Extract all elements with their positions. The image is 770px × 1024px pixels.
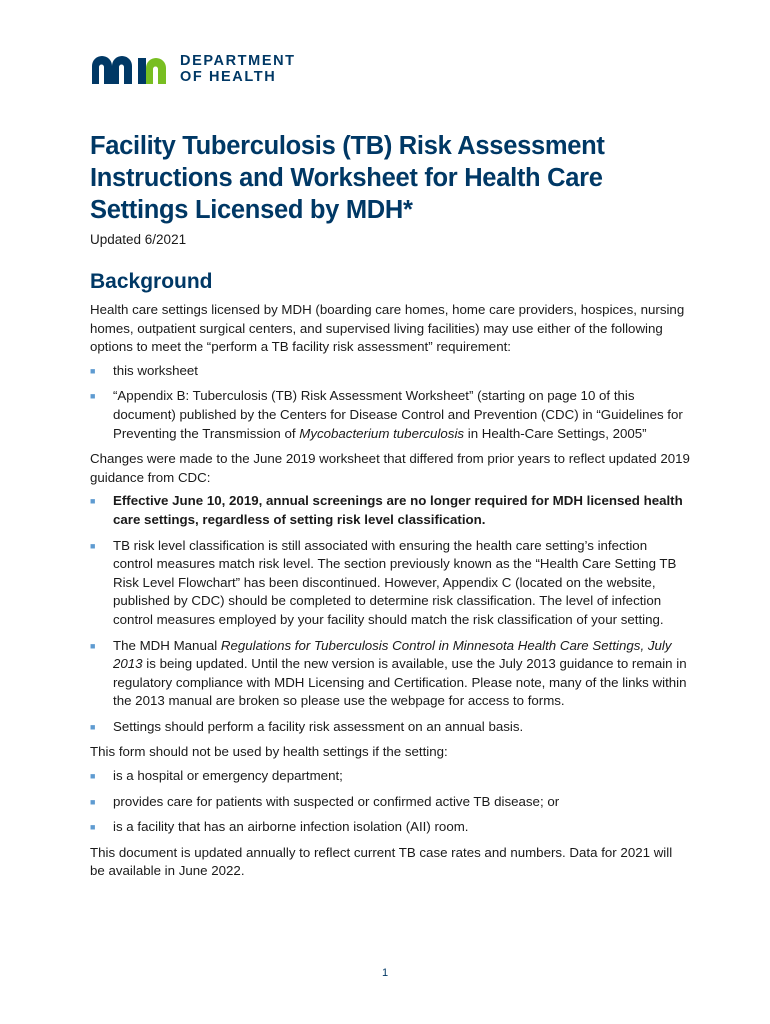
changes-intro: Changes were made to the June 2019 worksheet that differed from prior years to reflect updated 2019 guidance from CDC: [90, 451, 690, 485]
options-list [90, 362, 690, 443]
not-used-list [90, 767, 690, 837]
logo-line-2: OF HEALTH [180, 69, 277, 85]
change-text-2: TB risk level classification is still associated with ensuring the health care setting’s infection control measures match risk level. The section previously known as the “Health Care Setting TB Risk Level Flowchart” has been discontinued. However, Appendix C (located on the website, published by CDC) should be completed to determine risk classification. The level of infection control measures employed by your facility should match the risk classification of your setting. [113, 537, 677, 627]
change-text-4: Settings should perform a facility risk assessment on an annual basis. [113, 718, 524, 734]
logo-line-1: DEPARTMENT [180, 53, 296, 69]
list-item [90, 387, 690, 443]
list-item [90, 793, 690, 812]
option-text-2b: in Health-Care Settings, 2005” [464, 425, 647, 441]
section-heading-background: Background [90, 270, 213, 293]
list-item [90, 362, 690, 381]
not-used-text-3: is a facility that has an airborne infection isolation (AII) room. [113, 819, 469, 835]
not-used-text-2: provides care for patients with suspected or confirmed active TB disease; or [113, 793, 560, 809]
option-text-2-italic: Mycobacterium tuberculosis [299, 425, 465, 441]
mn-logo-icon [90, 52, 168, 86]
option-text-1: this worksheet [113, 362, 198, 378]
list-item [90, 492, 690, 529]
mdh-logo [90, 52, 296, 86]
bullet-icon: ■ [90, 771, 96, 782]
change-text-3b: is being updated. Until the new version is available, use the July 2013 guidance to remain in regulatory compliance with MDH Licensing and Certification. Please note, many of the links within the 2013 manual are broken so please use the webpage for access to forms. [113, 656, 687, 709]
change-text-1: Effective June 10, 2019, annual screenings are no longer required for MDH licensed health care settings, regardless of setting risk level classification. [113, 493, 683, 527]
page-number: 1 [381, 967, 389, 979]
bullet-icon: ■ [90, 822, 96, 833]
updated-date: Updated 6/2021 [90, 232, 187, 247]
list-item [90, 718, 690, 737]
list-item [90, 537, 690, 630]
list-item [90, 767, 690, 786]
intro-paragraph: Health care settings licensed by MDH (boarding care homes, home care providers, hospices, nursing homes, outpatient surgical centers, and supervised living facilities) may use either of the following options to meet the “perform a TB facility risk assessment” requirement: [90, 302, 685, 355]
closing-paragraph: This document is updated annually to reflect current TB case rates and numbers. Data for 2021 will be available in June 2022. [90, 844, 673, 879]
not-used-text-1: is a hospital or emergency department; [113, 768, 343, 784]
list-item [90, 637, 690, 711]
option-text-2a: “Appendix B: Tuberculosis (TB) Risk Assessment Worksheet” (starting on page 10 of this document) published by the Centers for Disease Control and Prevention (CDC) in “Guidelines for Preventing the Transmission of [113, 388, 683, 441]
bullet-icon: ■ [90, 640, 96, 651]
change-text-3a: The MDH Manual [113, 637, 221, 653]
changes-list [90, 492, 690, 736]
bullet-icon: ■ [90, 365, 96, 376]
bullet-icon: ■ [90, 796, 96, 807]
change-text-3-italic: Regulations for Tuberculosis Control in Minnesota Health Care Settings, July 2013 [113, 637, 672, 672]
logo-wordmark [180, 53, 296, 85]
not-used-intro: This form should not be used by health settings if the setting: [90, 744, 448, 760]
bullet-icon: ■ [90, 496, 96, 507]
bullet-icon: ■ [90, 391, 96, 402]
bullet-icon: ■ [90, 540, 96, 551]
background-section [90, 301, 690, 886]
bullet-icon: ■ [90, 721, 96, 732]
list-item [90, 818, 690, 837]
document-title: Facility Tuberculosis (TB) Risk Assessment Instructions and Worksheet for Health Care Settings Licensed by MDH* [90, 132, 605, 224]
